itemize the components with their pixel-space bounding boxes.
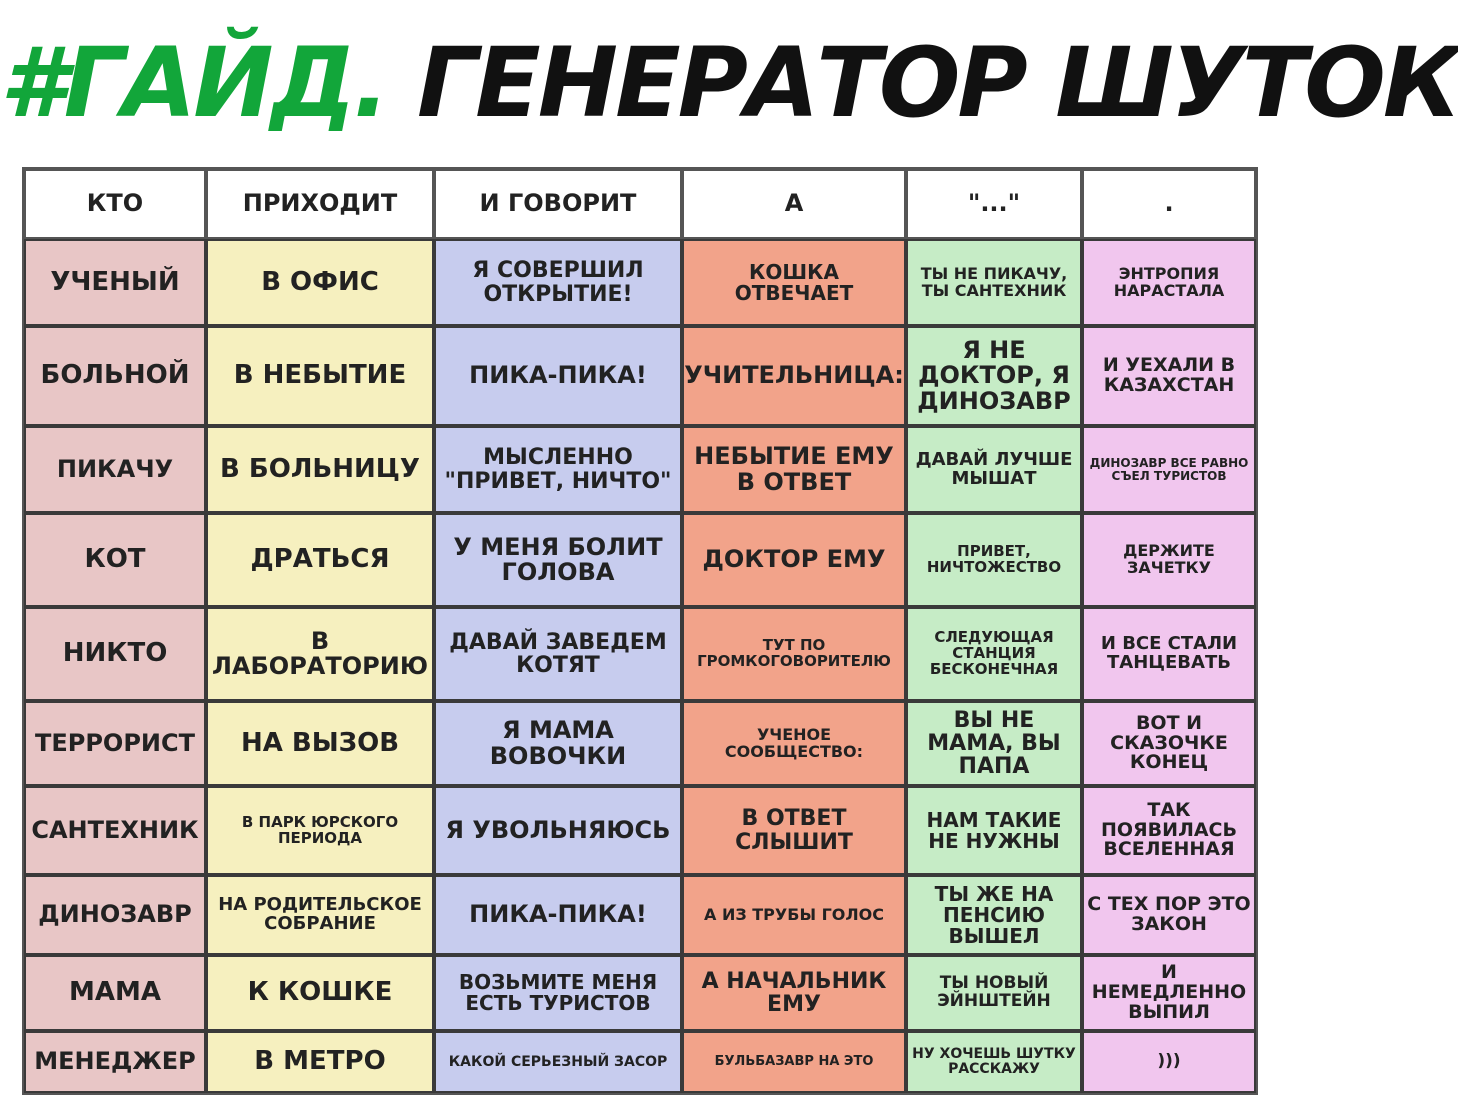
joke-cell: БУЛЬБАЗАВР НА ЭТО xyxy=(682,1031,906,1093)
joke-cell: ТАК ПОЯВИЛАСЬ ВСЕЛЕННАЯ xyxy=(1082,786,1256,875)
joke-cell: ДОКТОР ЕМУ xyxy=(682,513,906,607)
joke-cell: УЧЕНОЕ СООБЩЕСТВО: xyxy=(682,701,906,786)
column-header: "..." xyxy=(906,169,1082,239)
joke-cell: В ЛАБОРАТОРИЮ xyxy=(206,607,434,701)
joke-cell: В ОФИС xyxy=(206,239,434,326)
joke-cell: С ТЕХ ПОР ЭТО ЗАКОН xyxy=(1082,875,1256,955)
joke-cell: В НЕБЫТИЕ xyxy=(206,326,434,426)
page-title xyxy=(0,18,1458,148)
joke-cell: ПИКАЧУ xyxy=(24,426,206,513)
joke-cell: ДИНОЗАВР ВСЕ РАВНО СЪЕЛ ТУРИСТОВ xyxy=(1082,426,1256,513)
joke-cell: МЫСЛЕННО "ПРИВЕТ, НИЧТО" xyxy=(434,426,682,513)
joke-cell: НА РОДИТЕЛЬСКОЕ СОБРАНИЕ xyxy=(206,875,434,955)
joke-cell: УЧИТЕЛЬНИЦА: xyxy=(682,326,906,426)
joke-cell: ТЫ НЕ ПИКАЧУ, ТЫ САНТЕХНИК xyxy=(906,239,1082,326)
joke-cell: СЛЕДУЮЩАЯ СТАНЦИЯ БЕСКОНЕЧНАЯ xyxy=(906,607,1082,701)
joke-cell: Я УВОЛЬНЯЮСЬ xyxy=(434,786,682,875)
joke-cell: В ПАРК ЮРСКОГО ПЕРИОДА xyxy=(206,786,434,875)
joke-cell: У МЕНЯ БОЛИТ ГОЛОВА xyxy=(434,513,682,607)
column-header: КТО xyxy=(24,169,206,239)
joke-cell: ТЕРРОРИСТ xyxy=(24,701,206,786)
joke-cell: И НЕМЕДЛЕННО ВЫПИЛ xyxy=(1082,955,1256,1031)
joke-cell: И ВСЕ СТАЛИ ТАНЦЕВАТЬ xyxy=(1082,607,1256,701)
joke-cell: В БОЛЬНИЦУ xyxy=(206,426,434,513)
joke-cell: КОШКА ОТВЕЧАЕТ xyxy=(682,239,906,326)
joke-cell: НЕБЫТИЕ ЕМУ В ОТВЕТ xyxy=(682,426,906,513)
joke-cell: Я НЕ ДОКТОР, Я ДИНОЗАВР xyxy=(906,326,1082,426)
title-hashtag: #ГАЙД. xyxy=(0,27,387,139)
joke-cell: КАКОЙ СЕРЬЕЗНЫЙ ЗАСОР xyxy=(434,1031,682,1093)
joke-cell: К КОШКЕ xyxy=(206,955,434,1031)
joke-cell: ТЫ ЖЕ НА ПЕНСИЮ ВЫШЕЛ xyxy=(906,875,1082,955)
joke-cell: УЧЕНЫЙ xyxy=(24,239,206,326)
joke-cell: А ИЗ ТРУБЫ ГОЛОС xyxy=(682,875,906,955)
title-text: ГЕНЕРАТОР ШУТОК xyxy=(417,27,1458,139)
joke-cell: НУ ХОЧЕШЬ ШУТКУ РАССКАЖУ xyxy=(906,1031,1082,1093)
joke-cell: В ОТВЕТ СЛЫШИТ xyxy=(682,786,906,875)
joke-cell: ДЕРЖИТЕ ЗАЧЕТКУ xyxy=(1082,513,1256,607)
joke-cell: ПРИВЕТ, НИЧТОЖЕСТВО xyxy=(906,513,1082,607)
joke-cell: В МЕТРО xyxy=(206,1031,434,1093)
joke-cell: БОЛЬНОЙ xyxy=(24,326,206,426)
joke-cell: ПИКА-ПИКА! xyxy=(434,875,682,955)
joke-cell: ДИНОЗАВР xyxy=(24,875,206,955)
joke-cell: НИКТО xyxy=(24,607,206,701)
joke-cell: ))) xyxy=(1082,1031,1256,1093)
joke-cell: МЕНЕДЖЕР xyxy=(24,1031,206,1093)
joke-cell: ВОЗЬМИТЕ МЕНЯ ЕСТЬ ТУРИСТОВ xyxy=(434,955,682,1031)
joke-cell: КОТ xyxy=(24,513,206,607)
column-header: . xyxy=(1082,169,1256,239)
column-header: И ГОВОРИТ xyxy=(434,169,682,239)
joke-cell: САНТЕХНИК xyxy=(24,786,206,875)
joke-cell: А НАЧАЛЬНИК ЕМУ xyxy=(682,955,906,1031)
joke-cell: МАМА xyxy=(24,955,206,1031)
joke-cell: Я СОВЕРШИЛ ОТКРЫТИЕ! xyxy=(434,239,682,326)
joke-cell: Я МАМА ВОВОЧКИ xyxy=(434,701,682,786)
joke-cell: ВОТ И СКАЗОЧКЕ КОНЕЦ xyxy=(1082,701,1256,786)
joke-cell: ЭНТРОПИЯ НАРАСТАЛА xyxy=(1082,239,1256,326)
joke-generator-table xyxy=(22,167,1258,1095)
joke-cell: ДАВАЙ ЛУЧШЕ МЫШАТ xyxy=(906,426,1082,513)
joke-cell: ТУТ ПО ГРОМКОГОВОРИТЕЛЮ xyxy=(682,607,906,701)
joke-cell: ДРАТЬСЯ xyxy=(206,513,434,607)
joke-cell: НАМ ТАКИЕ НЕ НУЖНЫ xyxy=(906,786,1082,875)
joke-cell: И УЕХАЛИ В КАЗАХСТАН xyxy=(1082,326,1256,426)
joke-cell: ПИКА-ПИКА! xyxy=(434,326,682,426)
column-header: ПРИХОДИТ xyxy=(206,169,434,239)
joke-cell: ТЫ НОВЫЙ ЭЙНШТЕЙН xyxy=(906,955,1082,1031)
joke-cell: ВЫ НЕ МАМА, ВЫ ПАПА xyxy=(906,701,1082,786)
column-header: А xyxy=(682,169,906,239)
joke-cell: НА ВЫЗОВ xyxy=(206,701,434,786)
joke-cell: ДАВАЙ ЗАВЕДЕМ КОТЯТ xyxy=(434,607,682,701)
